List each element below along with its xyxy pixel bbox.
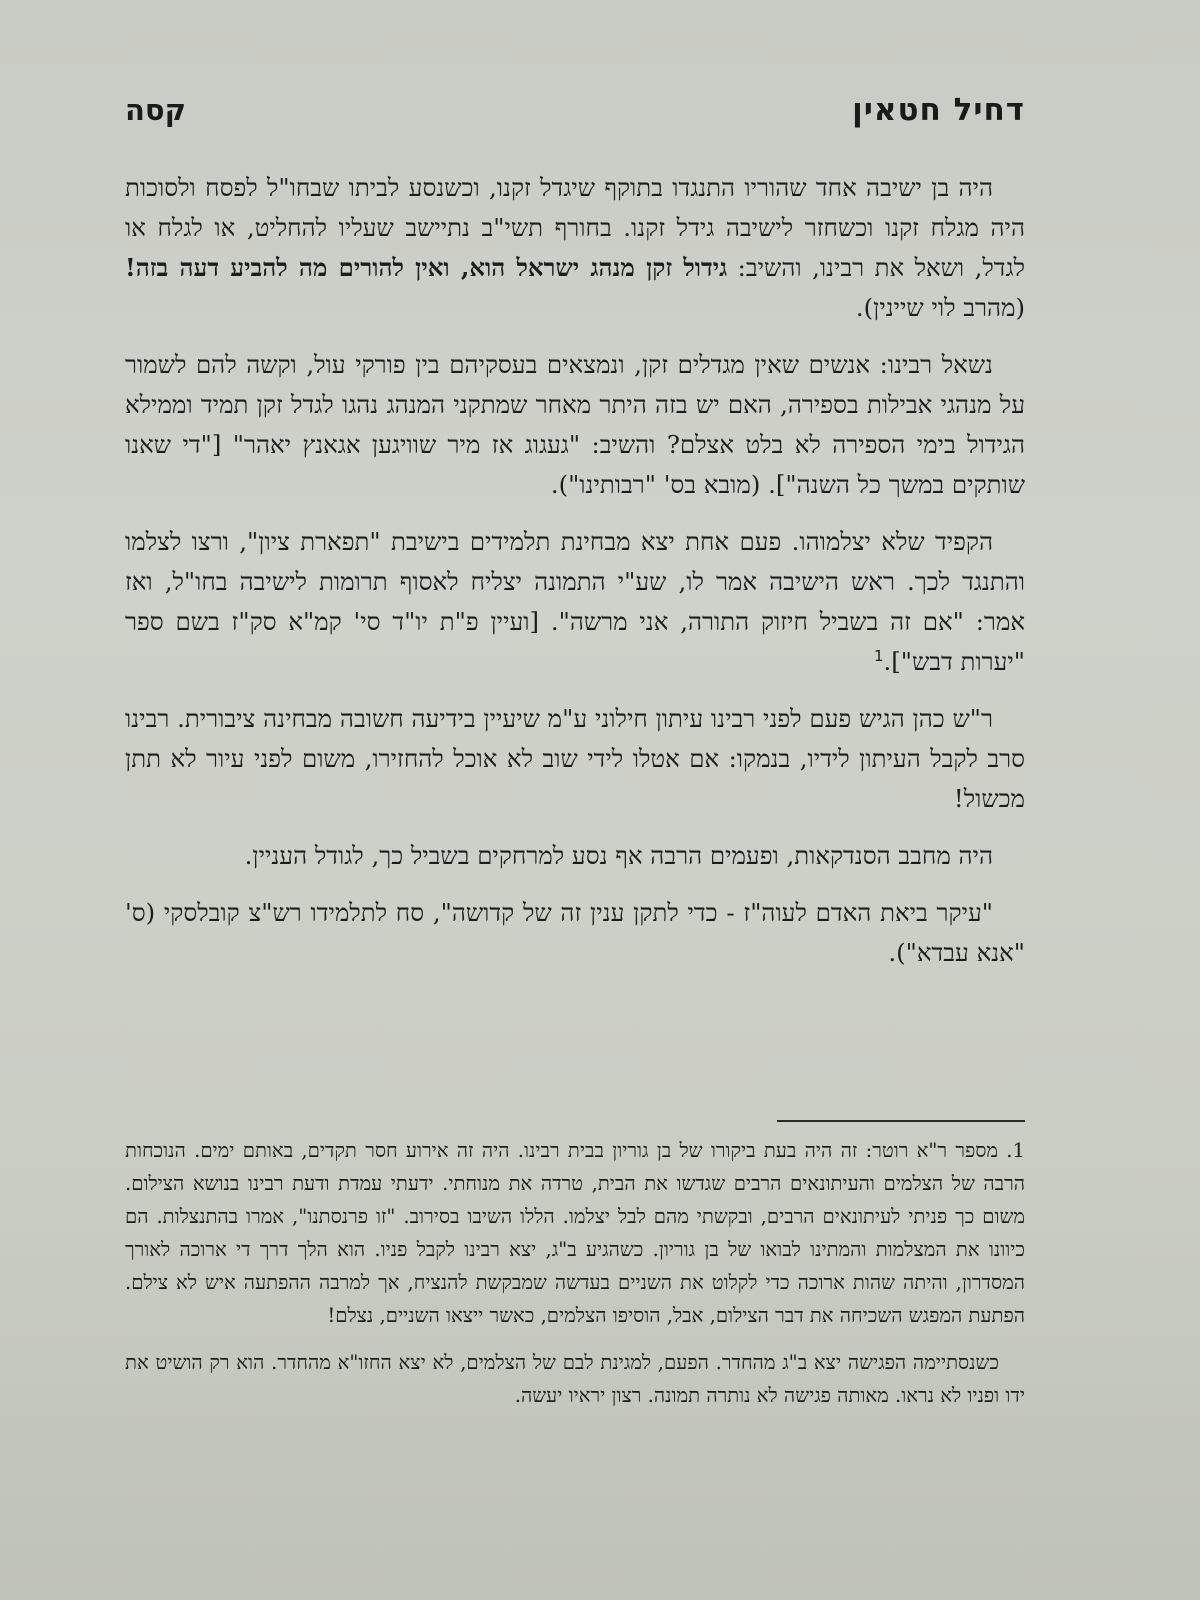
running-head	[125, 92, 1025, 128]
footnote-1: 1. מספר ר"א רוטר: זה היה בעת ביקורו של בן גוריון בבית רבינו. היה זה אירוע חסר תקדים, באותם ימים. הנוכחות הרבה של הצלמים והעיתונאים הרבים שגדשו את הבית, טרדה את מנוחתי. ידעתי עמדת ודעת רבינו בנושא הצילום. משום כך פניתי לעיתונאים הרבים, ובקשתי מהם לבל יצלמו. הללו השיבו בסירוב. "זו פרנסתנו", אמרו בהתנצלות. הם כיוונו את המצלמות והמתינו לבואו של בן גוריון. כשהגיע ב"ג, יצא רבינו לקבל פניו. הוא הלך דרך די ארוכה לאורך המסדרון, והיתה שהות ארוכה כדי לקלוט את השניים בעדשה שמבקשת להנציח, אך למרבה ההפתעה איש לא צילם. הפתעת המפגש השכיחה את דבר הצילום, אבל, הוסיפו הצלמים, כאשר ייצאו השניים, נצלם!	[125, 1139, 1025, 1327]
paragraph-source: (מהרב לוי שיינין).	[855, 293, 1025, 322]
page-number: קסה	[125, 93, 186, 127]
footnote-reference[interactable]: 1	[873, 646, 884, 665]
paragraph-sandek: היה מחבב הסנדקאות, ופעמים הרבה אף נסע למרחקים בשביל כך, לגודל העניין.	[244, 841, 993, 870]
paragraph-holiness: "עיקר ביאת האדם לעוה"ז - כדי לתקן ענין זה של קדושה", סח לתלמידו רש"צ קובלסקי (ס' "אנא עבדא").	[125, 898, 1025, 967]
main-text	[125, 168, 1025, 990]
book-title: דחיל חטאין	[852, 92, 1025, 128]
paragraph-photography	[125, 522, 1025, 682]
paragraph-newspaper: ר"ש כהן הגיש פעם לפני רבינו עיתון חילוני ע"מ שיעיין בידיעה חשובה מבחינה ציבורית. רבינו סרב לקבל העיתון לידיו, בנמקו: אם אטלו לידי שוב לא אוכל להחזירו, משום לפני עיור לא תתן מכשול!	[125, 704, 1025, 813]
footnotes	[125, 1134, 1025, 1426]
footnote-1-continuation: כשנסתיימה הפגישה יצא ב"ג מהחדר. הפעם, למגינת לבם של הצלמים, לא יצא החזו"א מהחדר. הוא רק הושיט את ידו ופניו לא נראו. מאותה פגישה לא נותרה תמונה. רצון יראיו יעשה.	[125, 1351, 1025, 1407]
paragraph-text: הקפיד שלא יצלמוהו. פעם אחת יצא מבחינת תלמידים בישיבת "תפארת ציון", ורצו לצלמו והתנגד לכך. ראש הישיבה אמר לו, שע"י התמונה יצליח לאסוף תרומות לישיבה בחו"ל, ואז אמר: "אם זה בשביל חיזוק התורה, אני מרשה". [ועיין פ"ת יו"ד סי' קמ"א סק"ז בשם ספר "יערות דבש"].	[125, 527, 1025, 676]
footnote-divider	[777, 1120, 1025, 1122]
bold-ruling: גידול זקן מנהג ישראל הוא, ואין להורים מה להביע דעה בזה!	[125, 253, 728, 282]
paragraph-sefira-question: נשאל רבינו: אנשים שאין מגדלים זקן, ונמצאים בעסקיהם בין פורקי עול, וקשה להם לשמור על מנהגי אבילות בספירה, האם יש בזה היתר מאחר שמתקני המנהג נהגו לגדל זקן תמיד וממילא הגידול בימי הספירה לא בלט אצלם? והשיב: "געגוג אז מיר שוויגען אגאנץ יאהר" ["די שאנו שותקים במשך כל השנה"]. (מובא בס' "רבותינו").	[125, 350, 1025, 499]
paragraph-text: היה בן ישיבה אחד שהוריו התנגדו בתוקף שיגדל זקנו, וכשנסע לביתו שבחו"ל לפסח ולסוכות היה מגלח זקנו וכשחזר לישיבה גידל זקנו. בחורף תשי"ב נתיישב שעליו להחליט, או לגלח או לגדל, ושאל את רבינו, והשיב:	[125, 173, 1025, 282]
paragraph-beard-question	[125, 168, 1025, 328]
